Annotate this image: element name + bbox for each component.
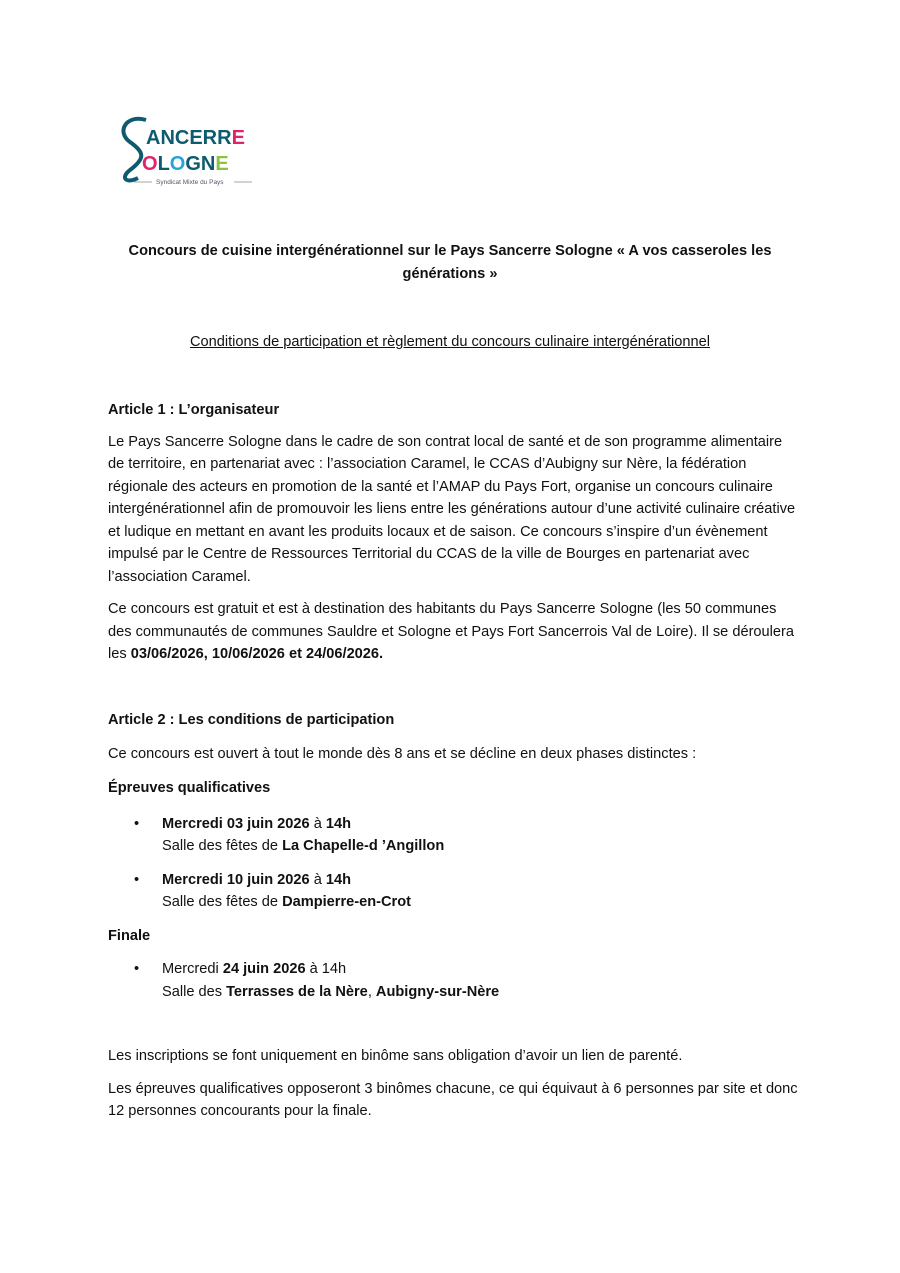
text: à (309, 871, 326, 888)
article-2-intro: Ce concours est ouvert à tout le monde dès 8 ans et se décline en deux phases distinctes : (108, 745, 697, 762)
inscriptions-paragraph: Les inscriptions se font uniquement en binôme sans obligation d’avoir un lien de parenté. (108, 1048, 683, 1064)
article-2 (108, 709, 798, 1123)
list-item (108, 813, 798, 858)
text: à (309, 815, 326, 832)
qualif-heading: Épreuves qualificatives (108, 780, 271, 796)
epreuves-paragraph: Les épreuves qualificatives opposeront 3 binômes chacune, ce qui équivaut à 6 personnes par site et donc 12 personnes concourants pour la finale. (108, 1080, 798, 1119)
event-time: 14h (325, 871, 352, 888)
document-subtitle: Conditions de participation et règlement du concours culinaire intergénérationnel (189, 334, 711, 350)
event-time: à 14h (305, 961, 347, 977)
finale-heading: Finale (108, 927, 151, 944)
text: , (367, 983, 376, 1000)
list-item (108, 869, 798, 914)
event-venue: Dampierre-en-Crot (282, 894, 412, 910)
svg-text:OLOGNE: OLOGNE (142, 153, 229, 175)
article-1-heading: Article 1 : L’organisateur (108, 402, 280, 418)
finale-list (108, 958, 798, 1003)
text: Mercredi (162, 961, 223, 977)
text: Salle des fêtes de (162, 894, 283, 910)
event-town: Aubigny-sur-Nère (375, 983, 500, 1000)
svg-text:ANCERRE: ANCERRE (146, 127, 245, 149)
article-2-heading: Article 2 : Les conditions de participation (108, 712, 395, 728)
event-date: 24 juin 2026 (222, 961, 306, 977)
sancerre-sologne-logo (116, 112, 266, 192)
text: Salle des (162, 983, 227, 1000)
article-1 (108, 399, 798, 666)
article-1-paragraph-2 (108, 598, 798, 666)
event-date: Mercredi 03 juin 2026 (162, 815, 310, 832)
event-date: Mercredi 10 juin 2026 (162, 871, 310, 888)
article-1-paragraph-1: Le Pays Sancerre Sologne dans le cadre de son contrat local de santé et de son programme alimentaire de territoire, en partenariat avec : l’association Caramel, le CCAS d’Aubigny sur Nère, la fédération régionale des acteurs en promotion de la santé et l’AMAP du Pays Fort, organise un concours culinaire intergénérationnel afin de promouvoir les liens entre les générations autour d’une activité culinaire créative et ludique en mettant en avant les produits locaux et de saison. Ce concours s’inspire d’un évènement impulsé par le Centre de Ressources Territorial du CCAS de la ville de Bourges en partenariat avec l’association Caramel. (108, 433, 796, 585)
event-time: 14h (325, 815, 352, 832)
text: Salle des fêtes de (162, 838, 283, 854)
event-venue: Terrasses de la Nère (226, 983, 368, 1000)
qualif-list (108, 813, 798, 914)
paragraph-text: Ce concours est gratuit et est à destination des habitants du Pays Sancerre Sologne (les 50 communes des communautés de communes Sauldre et Sologne et Pays Fort Sancerrois Val de Loire). Il se déroulera les (108, 601, 794, 662)
list-item (108, 958, 798, 1003)
document-title: Concours de cuisine intergénérationnel sur le Pays Sancerre Sologne « A vos casseroles les générations » (128, 243, 772, 282)
contest-dates: 03/06/2026, 10/06/2026 et 24/06/2026. (130, 646, 384, 662)
svg-text:Syndicat Mixte du Pays: Syndicat Mixte du Pays (156, 179, 224, 186)
event-venue: La Chapelle-d ’Angillon (282, 838, 445, 854)
